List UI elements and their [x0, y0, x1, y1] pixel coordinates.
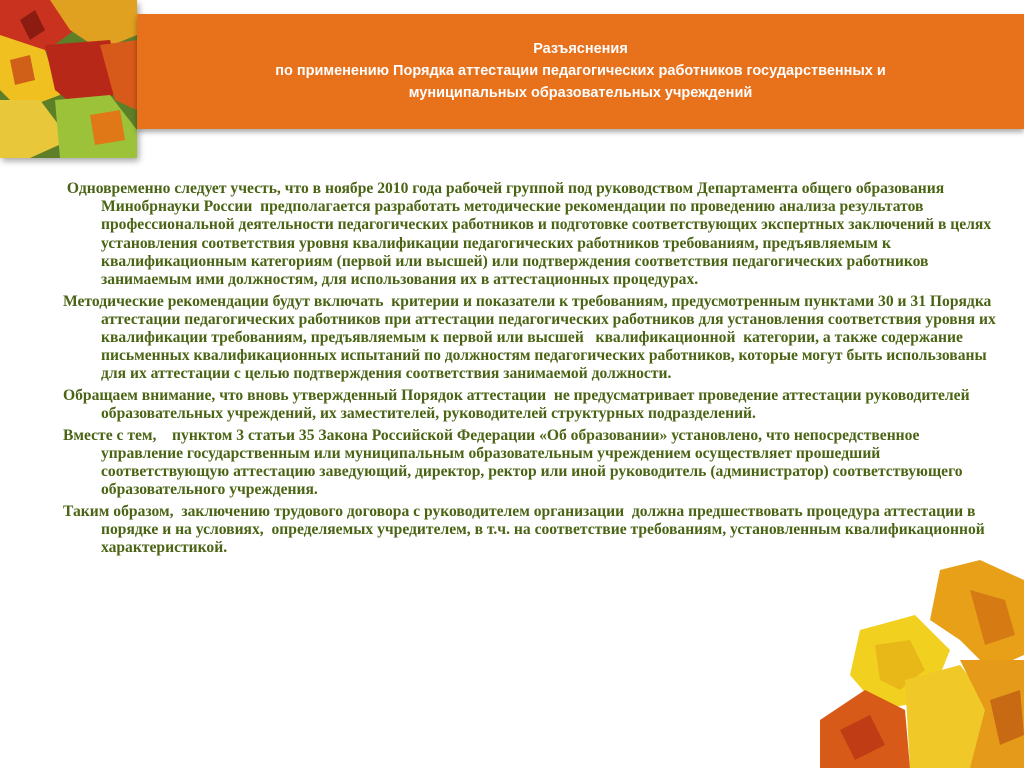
paragraph-2 — [63, 293, 1003, 384]
page-title — [137, 38, 1024, 104]
paragraph-4 — [63, 427, 1003, 500]
leaves-decoration-graphic — [820, 560, 1024, 768]
autumn-leaves-decoration — [820, 560, 1024, 768]
paragraph-5 — [63, 503, 1003, 558]
paragraph-1 — [63, 180, 1003, 289]
body-text — [63, 180, 1003, 561]
paragraph-5-text: Таким образом, заключению трудового договора с руководителем организации должна предшествовать процедура аттестации в порядке и на условиях, определяемых учредителем, в т.ч. на соответствие требованиям, установленным квалификационной характеристикой. — [63, 503, 989, 557]
paragraph-3-text: Обращаем внимание, что вновь утвержденный Порядок аттестации не предусматривает проведение аттестации руководителей образовательных учреждений, их заместителей, руководителей структурных подразделений. — [63, 387, 974, 423]
leaves-photo-graphic — [0, 0, 137, 158]
autumn-leaves-photo — [0, 0, 137, 158]
title-line-1: Разъяснения — [533, 41, 628, 57]
title-line-2: по применению Порядка аттестации педагогических работников государственных и — [275, 63, 886, 79]
title-banner — [137, 14, 1024, 129]
paragraph-3 — [63, 387, 1003, 423]
paragraph-4-text: Вместе с тем, пунктом 3 статьи 35 Закона Российской Федерации «Об образовании» установлено, что непосредственное управление государственным или муниципальным образовательным учреждением осуществляет прошедший соответствующую аттестацию заведующий, директор, ректор или иной руководитель (администратор) соответствующего образовательного учреждения. — [63, 426, 967, 499]
paragraph-2-text: Методические рекомендации будут включать критерии и показатели к требованиям, предусмотренным пунктами 30 и 31 Порядка аттестации педагогических работников при аттестации педагогических работников для установления соответствия уровня их квалификации требованиям, предъявляемым к первой или высшей квалификационной категории, а также содержание письменных квалификационных испытаний по должностям педагогических работников, которые могут быть использованы для их аттестации с целью подтверждения соответствия занимаемой должности. — [63, 292, 1000, 383]
title-line-3: муниципальных образовательных учреждений — [408, 85, 753, 101]
paragraph-1-text: Одновременно следует учесть, что в ноябре 2010 года рабочей группой под руководством Департамента общего образования Минобрнауки России предполагается разработать методические рекомендации по проведению анализа результатов профессиональной деятельности педагогических работников и подготовке соответствующих экспертных заключений в целях установления соответствия уровня квалификации педагогических работников требованиям, предъявляемым к квалификационным категориям (первой или высшей) или подтверждения соответствия педагогических работников занимаемым ими должностям, для использования их в аттестационных процедурах. — [63, 180, 996, 289]
